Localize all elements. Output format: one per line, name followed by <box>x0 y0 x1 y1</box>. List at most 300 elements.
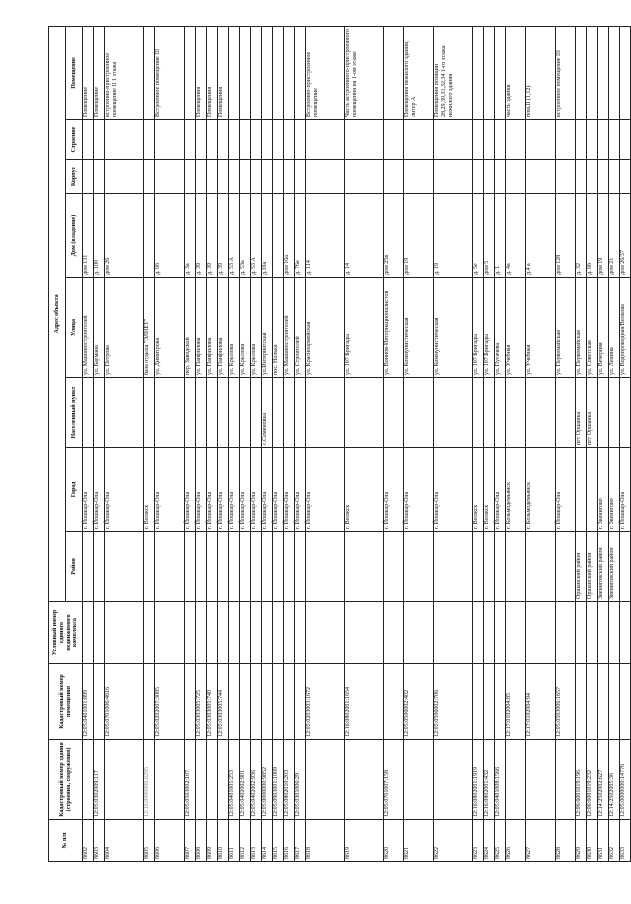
cell-house: д. 53а <box>240 194 251 278</box>
cell-stroenie <box>105 120 144 160</box>
cell-house: д. 53 А <box>251 194 262 278</box>
cell-street: ул. Воинов-Интернационалистов <box>384 278 404 378</box>
cell-num: 8604 <box>105 820 144 862</box>
cell-street: база отдыха "ЭЛНЕТ" <box>144 278 155 378</box>
cell-cad-building: 12:05:0401008:1566 <box>495 740 506 820</box>
cell-premises <box>384 26 404 119</box>
cell-cond-number <box>484 602 495 664</box>
cell-num: 8622 <box>434 820 473 862</box>
cell-cad-building: 12:05:0402002:901 <box>240 740 251 820</box>
cell-cad-building <box>155 740 185 820</box>
cell-cond-number <box>306 602 345 664</box>
cell-cond-number <box>598 602 609 664</box>
cell-locality <box>144 378 155 448</box>
cell-premises: пом.II (1,12) <box>526 26 556 119</box>
cell-city: г. Йошкар-Ола <box>251 448 262 532</box>
cell-korpus <box>251 160 262 194</box>
cell-cad-building: 12:05:0301006:29 <box>295 740 306 820</box>
cell-city: г. Йошкар-Ола <box>384 448 404 532</box>
cell-locality <box>207 378 218 448</box>
cell-locality <box>218 378 229 448</box>
cell-premises <box>284 26 295 119</box>
cell-city: г. Йошкар-Ола <box>240 448 251 532</box>
cell-korpus <box>218 160 229 194</box>
cell-cad-premises: 12:05:0503006:1657 <box>556 664 576 740</box>
header-cad-premises: Кадастровый номер помещения <box>49 664 83 740</box>
cell-num: 8608 <box>196 820 207 862</box>
cell-district <box>484 532 495 602</box>
table-row <box>384 26 404 861</box>
cell-num: 8611 <box>229 820 240 862</box>
cell-stroenie <box>207 120 218 160</box>
cell-korpus <box>526 160 556 194</box>
cell-premises <box>229 26 240 119</box>
cell-premises: Встроенно-пристроенное помещение <box>306 26 345 119</box>
cell-city: г. Йошкар-Ола <box>306 448 345 532</box>
cell-street: ул. Ленина <box>609 278 620 378</box>
cell-district <box>262 532 273 602</box>
cell-korpus <box>94 160 105 194</box>
cell-premises: встроенное помещение III <box>556 26 576 119</box>
cell-city: г. Йошкар-Ола <box>556 448 576 532</box>
header-num: № п/п <box>49 820 83 862</box>
cell-city: г. Йошкар-Ола <box>434 448 473 532</box>
cell-city: г. Звенигово <box>598 448 609 532</box>
cell-locality <box>229 378 240 448</box>
cell-house: д. 39 <box>207 194 218 278</box>
cell-house: д. 1 <box>495 194 506 278</box>
cell-cad-premises <box>262 664 273 740</box>
cell-cad-building: 12:16:0000000:6295 <box>144 740 155 820</box>
cell-cad-building <box>434 740 473 820</box>
cell-stroenie <box>598 120 609 160</box>
cell-locality <box>273 378 284 448</box>
cell-street: ул. Коммунистическая <box>404 278 434 378</box>
cell-num: 8615 <box>273 820 284 862</box>
table-row <box>144 26 155 861</box>
cell-city: г. Волжск <box>473 448 484 532</box>
cell-korpus <box>556 160 576 194</box>
cell-cond-number <box>273 602 284 664</box>
cell-num: 8629 <box>576 820 587 862</box>
cell-house: д.10а <box>262 194 273 278</box>
cell-korpus <box>609 160 620 194</box>
cell-cond-number <box>229 602 240 664</box>
cell-num: 8628 <box>556 820 576 862</box>
cell-city: г. Йошкар-Ола <box>404 448 434 532</box>
cell-stroenie <box>473 120 484 160</box>
table-row <box>576 26 587 861</box>
cell-district <box>240 532 251 602</box>
cell-locality <box>94 378 105 448</box>
header-street: Улица <box>66 278 83 378</box>
cell-street: ул. Учебная <box>526 278 556 378</box>
cell-street: ул. Крылова <box>229 278 240 378</box>
cell-cad-premises <box>185 664 196 740</box>
cell-stroenie <box>185 120 196 160</box>
table-row <box>609 26 620 861</box>
cell-street: ул. Коммунистическая <box>434 278 473 378</box>
cell-num: 8612 <box>240 820 251 862</box>
cell-stroenie <box>273 120 284 160</box>
cell-num: 8613 <box>251 820 262 862</box>
cell-stroenie <box>218 120 229 160</box>
cell-street: ул. Вечерняя <box>598 278 609 378</box>
cell-district <box>196 532 207 602</box>
table-row <box>229 26 240 861</box>
cell-stroenie <box>262 120 273 160</box>
cell-cad-building: 12:05:0701007:158 <box>384 740 404 820</box>
cell-district <box>556 532 576 602</box>
property-table <box>48 26 631 862</box>
cell-cond-number <box>404 602 434 664</box>
cell-stroenie <box>384 120 404 160</box>
cell-stroenie <box>506 120 526 160</box>
cell-cond-number <box>473 602 484 664</box>
cell-premises: встроенно-пристроенное помещение II 1 этажа <box>105 26 144 119</box>
cell-district: Звениговский район <box>609 532 620 602</box>
cell-locality <box>598 378 609 448</box>
cell-cond-number <box>94 602 105 664</box>
cell-cad-premises <box>495 664 506 740</box>
cell-locality <box>384 378 404 448</box>
table-body <box>83 26 631 861</box>
table-row <box>262 26 273 861</box>
cell-korpus <box>434 160 473 194</box>
table-row <box>284 26 295 861</box>
cell-cond-number <box>144 602 155 664</box>
table-row <box>556 26 576 861</box>
table-row <box>345 26 384 861</box>
cell-cond-number <box>434 602 473 664</box>
cell-stroenie <box>240 120 251 160</box>
cell-cond-number <box>526 602 556 664</box>
cell-premises <box>251 26 262 119</box>
cell-district <box>229 532 240 602</box>
cell-house: дом 25в <box>384 194 404 278</box>
cell-premises: Встроенное помещение III <box>155 26 185 119</box>
cell-num: 8627 <box>526 820 556 862</box>
cell-house: д. 100 <box>94 194 105 278</box>
cell-cad-building <box>83 740 94 820</box>
cell-locality <box>240 378 251 448</box>
table-row <box>473 26 484 861</box>
cell-locality <box>609 378 620 448</box>
cell-house: д. 4а <box>506 194 526 278</box>
cell-stroenie <box>609 120 620 160</box>
cell-cad-premises: 12:05:0303005:744 <box>218 664 229 740</box>
cell-cad-premises <box>251 664 262 740</box>
cell-street: ул. Димитрова <box>155 278 185 378</box>
cell-cad-premises: 12:17:0102004:94 <box>526 664 556 740</box>
cell-house: д. 53 А <box>229 194 240 278</box>
cell-locality <box>473 378 484 448</box>
cell-cond-number <box>620 602 631 664</box>
cell-num: 8607 <box>185 820 196 862</box>
cell-district <box>473 532 484 602</box>
cell-stroenie <box>556 120 576 160</box>
cell-cad-building: 12:05:0903001:1009 <box>273 740 284 820</box>
cell-korpus <box>295 160 306 194</box>
cell-street: пос. Нолька <box>273 278 284 378</box>
cell-stroenie <box>587 120 598 160</box>
cell-city: г. Йошкар-Ола <box>207 448 218 532</box>
cell-cad-premises: 12:16:0802001:1654 <box>345 664 384 740</box>
cell-district <box>218 532 229 602</box>
cell-num: 8624 <box>484 820 495 862</box>
cell-house: дом 26 <box>105 194 144 278</box>
cell-cad-premises <box>94 664 105 740</box>
cell-cond-number <box>576 602 587 664</box>
cell-street: ул. Строителей <box>295 278 306 378</box>
cell-cad-building <box>345 740 384 820</box>
table-row <box>404 26 434 861</box>
table-row <box>506 26 526 861</box>
cell-cond-number <box>495 602 506 664</box>
cell-premises <box>576 26 587 119</box>
cell-premises <box>609 26 620 119</box>
cell-district <box>284 532 295 602</box>
cell-premises: часть здания <box>506 26 526 119</box>
cell-district <box>273 532 284 602</box>
cell-num: 8631 <box>598 820 609 862</box>
cell-korpus <box>484 160 495 194</box>
table-row <box>526 26 556 861</box>
cell-cad-premises <box>598 664 609 740</box>
cell-korpus <box>576 160 587 194</box>
cell-korpus <box>144 160 155 194</box>
cell-house: д. 14 <box>345 194 384 278</box>
table-row <box>218 26 229 861</box>
cell-cad-premises: 12:05:0401001:899 <box>83 664 94 740</box>
cell-district <box>434 532 473 602</box>
cell-cad-building: 12:14:2502002:627 <box>598 740 609 820</box>
cell-num: 8630 <box>587 820 598 862</box>
cell-city: г. Йошкар-Ола <box>218 448 229 532</box>
rotated-table-container <box>48 27 626 862</box>
cell-street: ул. 107 Бригады <box>345 278 384 378</box>
table-row <box>83 26 94 861</box>
cell-house: дом 21 <box>609 194 620 278</box>
cell-stroenie <box>229 120 240 160</box>
cell-premises <box>473 26 484 119</box>
cell-stroenie <box>484 120 495 160</box>
cell-house: д. 76а <box>295 194 306 278</box>
cell-stroenie <box>434 120 473 160</box>
cell-district <box>345 532 384 602</box>
cell-cad-building: 12:14:2502005:36 <box>609 740 620 820</box>
cell-cad-building: 12:06:6001019:232 <box>587 740 598 820</box>
cell-locality: пгт Оршанка <box>587 378 598 448</box>
cell-district: Оршанский район <box>576 532 587 602</box>
cell-cond-number <box>506 602 526 664</box>
cell-street: ул. Панфилова <box>218 278 229 378</box>
cell-house: д. 66 <box>155 194 185 278</box>
cell-street: ул. Крылова <box>251 278 262 378</box>
cell-num: 8619 <box>345 820 384 862</box>
cell-cond-number <box>587 602 598 664</box>
cell-locality <box>556 378 576 448</box>
cell-district <box>495 532 506 602</box>
cell-district <box>94 532 105 602</box>
header-address-group: Адрес объекта <box>49 26 66 601</box>
cell-cond-number <box>196 602 207 664</box>
header-locality: Населенный пункт <box>66 378 83 448</box>
cell-locality <box>434 378 473 448</box>
cell-cad-building <box>306 740 345 820</box>
cell-premises <box>598 26 609 119</box>
cell-premises <box>273 26 284 119</box>
cell-cond-number <box>185 602 196 664</box>
cell-locality <box>155 378 185 448</box>
cell-house: д. 39 <box>196 194 207 278</box>
cell-cad-premises <box>620 664 631 740</box>
cell-stroenie <box>526 120 556 160</box>
cell-cond-number <box>556 602 576 664</box>
cell-district <box>384 532 404 602</box>
cell-house <box>144 194 155 278</box>
cell-house: д. 114 <box>306 194 345 278</box>
cell-premises <box>495 26 506 119</box>
cell-cond-number <box>295 602 306 664</box>
table-row <box>251 26 262 861</box>
cell-num: 8620 <box>384 820 404 862</box>
cell-cad-building: 12:05:0000000:9852 <box>262 740 273 820</box>
cell-premises: Помещения <box>218 26 229 119</box>
cell-cad-premises <box>240 664 251 740</box>
cell-district <box>251 532 262 602</box>
cell-num: 8609 <box>207 820 218 862</box>
cell-korpus <box>384 160 404 194</box>
cell-cad-premises: 12:05:0701006:4616 <box>105 664 144 740</box>
cell-street: ул. 107 Бригады <box>484 278 495 378</box>
table-row <box>94 26 105 861</box>
cell-num: 8614 <box>262 820 273 862</box>
cell-city: г. Йошкар-Ола <box>262 448 273 532</box>
cell-num: 8633 <box>620 820 631 862</box>
cell-locality <box>295 378 306 448</box>
table-row <box>495 26 506 861</box>
cell-street: ул.Интернатская <box>262 278 273 378</box>
cell-stroenie <box>404 120 434 160</box>
cell-cad-premises <box>576 664 587 740</box>
table-row <box>484 26 495 861</box>
cell-num: 8626 <box>506 820 526 862</box>
cell-city: г. Йошкар-Ола <box>620 448 631 532</box>
cell-locality: пгт Оршанка <box>576 378 587 448</box>
cell-locality <box>83 378 94 448</box>
table-row <box>434 26 473 861</box>
cell-cond-number <box>609 602 620 664</box>
cell-korpus <box>185 160 196 194</box>
cell-num: 8623 <box>473 820 484 862</box>
cell-num: 8602 <box>83 820 94 862</box>
cell-stroenie <box>155 120 185 160</box>
cell-locality <box>105 378 144 448</box>
cell-house: д. 6б <box>587 194 598 278</box>
cell-district: Звениговский район <box>598 532 609 602</box>
cell-cad-premises: 12:05:0303005:725 <box>196 664 207 740</box>
cell-korpus <box>262 160 273 194</box>
cell-district: Оршанский район <box>587 532 598 602</box>
cell-cad-building: 12:16:0802001:1919 <box>473 740 484 820</box>
cell-street: ул. Машиностроителей <box>83 278 94 378</box>
cell-house: дом 131 <box>83 194 94 278</box>
cell-premises <box>587 26 598 119</box>
cell-locality <box>345 378 384 448</box>
cell-cad-premises <box>609 664 620 740</box>
cell-cad-premises <box>484 664 495 740</box>
cell-premises <box>185 26 196 119</box>
cell-korpus <box>495 160 506 194</box>
cell-city: г. Козьмодемьянск <box>526 448 556 532</box>
cell-premises: Помещения <box>207 26 218 119</box>
cell-cad-building <box>506 740 526 820</box>
cell-korpus <box>207 160 218 194</box>
header-stroenie: Строение <box>66 120 83 160</box>
table-row <box>598 26 609 861</box>
cell-cad-building <box>526 740 556 820</box>
cell-cad-building: 12:16:0802001:432 <box>484 740 495 820</box>
cell-cond-number <box>83 602 94 664</box>
cell-locality <box>484 378 495 448</box>
cell-city: г. Йошкар-Ола <box>196 448 207 532</box>
cell-cad-premises: 12:05:0303005:740 <box>207 664 218 740</box>
cell-city <box>587 448 598 532</box>
cell-cad-building <box>207 740 218 820</box>
cell-house: д.4 а <box>526 194 556 278</box>
cell-cad-premises: 12:05:0202007:3085 <box>155 664 185 740</box>
cell-house: дом 19 <box>404 194 434 278</box>
table-row <box>196 26 207 861</box>
cell-premises: Часть встроенного-пристроенного помещения на 1-ом этаже <box>345 26 384 119</box>
cell-city: г. Козьмодемьянск <box>506 448 526 532</box>
cell-city: г. Йошкар-Ола <box>105 448 144 532</box>
cell-premises <box>262 26 273 119</box>
cell-num: 8616 <box>284 820 295 862</box>
header-cad-building: Кадастровый номер здания (строения, сооружения) <box>49 740 83 820</box>
cell-korpus <box>306 160 345 194</box>
cell-cond-number <box>155 602 185 664</box>
cell-korpus <box>620 160 631 194</box>
cell-cad-building: 12:05:0401001:253 <box>229 740 240 820</box>
cell-premises: Помещения нежилого здания, литер А <box>404 26 434 119</box>
cell-city: г. Йошкар-Ола <box>273 448 284 532</box>
cell-city: г. Йошкар-Ола <box>284 448 295 532</box>
header-premises: Помещение <box>66 26 83 119</box>
cell-street: пер. Заводской <box>185 278 196 378</box>
cell-street: ул. Панфилова <box>196 278 207 378</box>
cell-street: ул. Первомайская <box>576 278 587 378</box>
cell-cad-building <box>196 740 207 820</box>
cell-cad-building: 12:05:0402002:936 <box>251 740 262 820</box>
header-cond-number: Условный номер единого недвижимого комплекса <box>49 602 83 664</box>
cell-cond-number <box>384 602 404 664</box>
cell-stroenie <box>576 120 587 160</box>
cell-cad-building <box>556 740 576 820</box>
cell-house: д. 5е <box>473 194 484 278</box>
cell-stroenie <box>284 120 295 160</box>
cell-locality <box>495 378 506 448</box>
cell-city: г. Звенигово <box>609 448 620 532</box>
cell-cad-building: 12:05:0000000:14776 <box>620 740 631 820</box>
cell-stroenie <box>620 120 631 160</box>
cell-district <box>83 532 94 602</box>
table-row <box>273 26 284 861</box>
table-row <box>587 26 598 861</box>
cell-cad-premises <box>144 664 155 740</box>
cell-korpus <box>196 160 207 194</box>
